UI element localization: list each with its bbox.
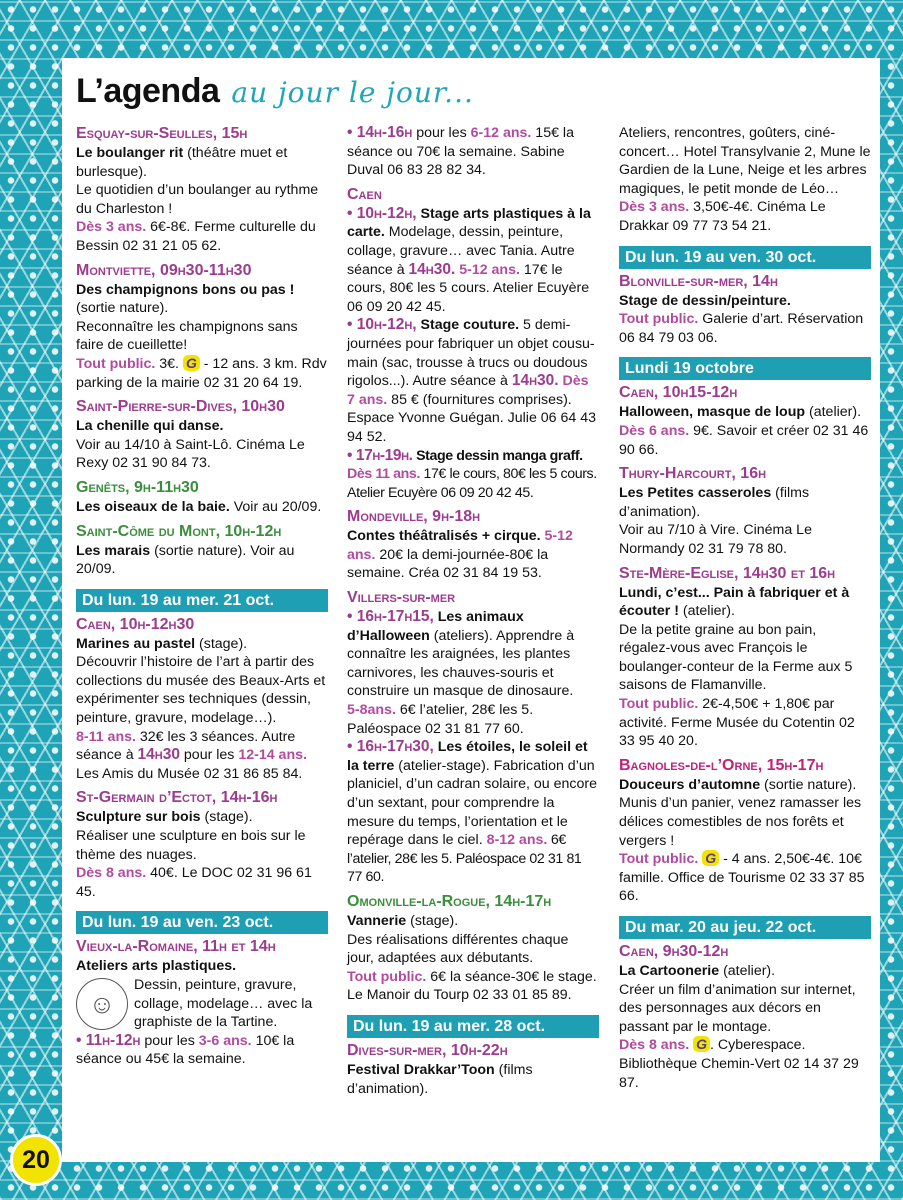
column-2 — [347, 124, 599, 1098]
event-info — [619, 1036, 871, 1092]
info-text: 17€ le cours, 80€ les 5 cours. Atelier Ecuyère 06 09 20 42 45. — [347, 466, 597, 501]
event-info — [619, 850, 871, 906]
event-description: De la petite graine au bon pain, régalez-vous avec François le boulanger-conteur de la Ferme aux 5 saisons de Flamanville. — [619, 621, 853, 694]
event-location: Saint-Côme du Mont, 10h-12h — [76, 522, 282, 540]
event-entry — [76, 498, 328, 517]
age-label: 8-11 ans. — [76, 728, 136, 745]
event-title: Stage couture. — [416, 317, 520, 334]
event-location: St-Germain d’Ectot, 14h-16h — [76, 789, 278, 807]
event-type: (atelier). — [678, 603, 735, 620]
event-title: Les oiseaux de la baie. — [76, 498, 230, 515]
event-location: Villers-sur-mer — [347, 589, 456, 607]
event-info — [76, 864, 328, 901]
event-title: Festival Drakkar’Toon — [347, 1061, 495, 1078]
age-label: Dès 6 ans. — [619, 422, 690, 439]
event-description: (ateliers). Apprendre à connaître les araignées, les plantes carnivores, les chauves-souris et construire un masque de dinosaure. — [347, 627, 575, 700]
age-label: 6-12 ans. — [470, 125, 532, 141]
info-text: 15€ la séance ou 70€ la semaine. Sabine Duval 06 83 28 82 34. — [347, 125, 574, 179]
date-band: Du lun. 19 au mer. 21 oct. — [76, 589, 328, 612]
event-type: (films d’animation). — [347, 1061, 533, 1097]
event-entry — [347, 527, 599, 583]
event-entry — [619, 403, 871, 422]
event-title: Les Petites casseroles — [619, 485, 772, 502]
event-type: (théâtre muet et burlesque). — [76, 145, 288, 180]
event-entry — [347, 608, 599, 701]
event-description: Le quotidien d’un boulanger au rythme du Charleston ! — [76, 182, 319, 217]
info-text: . Cyberespace. Bibliothèque Chemin-Vert 02 14 37 29 87. — [619, 1037, 859, 1091]
time-label: 14h30. — [408, 260, 456, 278]
event-title: Marines au pastel — [76, 635, 196, 652]
event-location: Caen, 9h30-12h — [619, 943, 729, 960]
event-info — [619, 695, 871, 751]
page-number: 20 — [10, 1134, 62, 1186]
event-entry — [347, 205, 599, 317]
event-description: Modelage, dessin, peinture, collage, gravure… avec Tania. Autre séance à — [347, 224, 575, 278]
event-location: Caen — [347, 185, 382, 203]
event-title: Douceurs d’automne — [619, 776, 761, 793]
event-title: Le boulanger rit — [76, 145, 184, 161]
event-entry — [76, 808, 328, 827]
event-location: Saint-Pierre-sur-Dives, 10h30 — [76, 398, 285, 416]
time-label: 14h30 — [137, 746, 180, 764]
info-text: - 4 ans. 2,50€-4€. 10€ famille. Office de Tourisme 02 33 37 85 66. — [619, 851, 865, 905]
event-title: Contes théâtralisés + cirque. — [347, 528, 541, 545]
info-text: 3,50€-4€. Cinéma Le Drakkar 09 77 73 54 21. — [619, 199, 826, 234]
time-label: • 14h-16h — [347, 124, 413, 141]
time-label: • 11h-12h — [76, 1031, 141, 1049]
event-description: Ateliers, rencontres, goûters, ciné-concert… Hotel Transylvanie 2, Mune le Gardien de la Lune, Neige et les arbres magiques, le petit monde de Léo… — [619, 125, 871, 197]
event-title: La chenille qui danse. — [76, 418, 224, 435]
time-label: • 10h-12h, — [347, 204, 417, 222]
age-label: Tout public. — [619, 851, 699, 868]
info-text: 32€ les 3 séances. Autre séance à — [76, 728, 296, 764]
event-info — [76, 1032, 328, 1069]
event-entry — [347, 316, 599, 446]
age-label: Dès 11 ans. — [347, 466, 420, 483]
event-entry — [619, 776, 871, 795]
date-band: Du lun. 19 au ven. 23 oct. — [76, 911, 328, 934]
event-type: (stage). — [406, 912, 459, 929]
event-location: Esquay-sur-Seulles, 15h — [76, 125, 248, 142]
event-title: Les étoiles, le soleil et la terre — [347, 739, 588, 774]
event-entry — [347, 1061, 599, 1098]
event-title: Ateliers arts plastiques. — [76, 958, 237, 975]
event-type: (atelier). — [805, 404, 862, 421]
event-location: Mondeville, 9h-18h — [347, 508, 481, 526]
info-text: 6€ l’atelier, 28€ les 5. Paléospace 02 31 81 77 60. — [347, 832, 582, 886]
g-badge-icon: G — [693, 1036, 710, 1052]
event-entry — [619, 962, 871, 981]
event-location: Dives-sur-mer, 10h-22h — [347, 1041, 508, 1059]
event-title: Lundi, c’est... Pain à fabriquer et à écouter ! — [619, 584, 850, 620]
age-label: Tout public. — [347, 968, 427, 985]
info-text: Galerie d’art. Réservation 06 84 79 03 06. — [619, 311, 864, 346]
info-text: 85 € (fournitures comprises). Espace Yvonne Guégan. Julie 06 64 43 94 52. — [347, 391, 597, 445]
event-info — [619, 310, 871, 347]
event-description: (sortie nature). Voir au 20/09. — [76, 542, 295, 578]
event-entry — [347, 912, 599, 931]
date-band: Lundi 19 octobre — [619, 357, 871, 380]
age-label: Dès 3 ans. — [76, 219, 147, 236]
event-type: (atelier). — [719, 963, 776, 979]
age-label: Dès 3 ans. — [619, 199, 690, 216]
event-type: (stage). — [195, 635, 248, 652]
event-location: Thury-Harcourt, 16h — [619, 465, 767, 483]
age-label: 3-6 ans. — [198, 1032, 252, 1049]
event-title: Les animaux d’Halloween — [347, 609, 524, 644]
event-info — [76, 218, 328, 255]
event-entry — [619, 584, 871, 621]
info-text: pour les — [412, 125, 471, 141]
info-text: 6€ la séance-30€ le stage. Le Manoir du Tourp 02 33 01 85 89. — [347, 968, 597, 1004]
event-description: Dessin, peinture, gravure, collage, modelage… avec la graphiste de la Tartine. — [134, 977, 313, 1031]
event-info — [76, 355, 328, 392]
event-entry — [76, 144, 328, 181]
time-label: • 10h-12h, — [347, 316, 417, 334]
page-title — [76, 72, 474, 116]
event-info — [619, 422, 871, 459]
info-text: 3€. — [155, 355, 183, 372]
event-title: La Cartoonerie — [619, 963, 720, 979]
event-type: (sortie nature). — [76, 300, 169, 317]
event-entry — [76, 635, 328, 654]
column-1 — [76, 124, 328, 1069]
event-description: 5 demi-journées pour fabriquer un objet cousu-main (sac, trousse à trucs ou doudous rigolos...). Autre séance à — [347, 317, 595, 390]
event-description: Découvrir l’histoire de l’art à partir des collections du musée des Beaux-Arts et expérimenter ses techniques (dessin, peinture, gravure, modelage…). — [76, 654, 326, 727]
event-location: Blonville-sur-mer, 14h — [619, 272, 778, 290]
girl-illustration-icon: ☺ — [76, 978, 128, 1030]
age-label: 8-12 ans. — [482, 832, 548, 849]
agenda-page — [62, 58, 880, 1162]
event-type: (films d’animation). — [619, 485, 810, 520]
event-location: Montviette, 09h30-11h30 — [76, 261, 252, 279]
info-text: - 12 ans. 3 km. Rdv parking de la mairie 02 31 20 64 19. — [76, 355, 327, 391]
g-badge-icon: G — [702, 850, 719, 866]
event-description: Voir au 14/10 à Saint-Lô. Cinéma Le Rexy 02 31 90 84 73. — [76, 436, 305, 472]
info-text: pour les — [179, 747, 239, 764]
date-band: Du lun. 19 au mer. 28 oct. — [347, 1015, 599, 1038]
event-description: Voir au 20/09. — [229, 498, 322, 515]
event-info — [619, 198, 871, 235]
event-type: (stage). — [200, 809, 253, 826]
info-text: 20€ la demi-journée-80€ la semaine. Créa 02 31 84 19 53. — [347, 546, 549, 582]
event-entry — [347, 447, 599, 503]
age-label: Dès 8 ans. — [619, 1037, 690, 1054]
date-band: Du mar. 20 au jeu. 22 oct. — [619, 916, 871, 939]
date-band: Du lun. 19 au ven. 30 oct. — [619, 246, 871, 269]
event-location: Bagnoles-de-l’Orne, 15h-17h — [619, 756, 824, 774]
info-text: pour les — [140, 1032, 199, 1049]
event-title: Stage dessin manga graff. — [412, 447, 583, 464]
event-location: Caen, 10h15-12h — [619, 384, 738, 402]
event-description: Créer un film d’animation sur internet, des personnages aux décors en passant par le montage. — [619, 981, 856, 1035]
event-title: Vannerie — [347, 912, 407, 929]
event-location: Omonville-la-Rogue, 14h-17h — [347, 892, 552, 910]
time-label: 14h30. — [511, 372, 559, 390]
event-title: Stage de dessin/peinture. — [619, 292, 791, 309]
event-info — [347, 701, 599, 738]
age-label: Tout public. — [619, 311, 699, 328]
event-description: Réaliser une sculpture en bois sur le thème des nuages. — [76, 828, 306, 863]
event-title: Des champignons bons ou pas ! — [76, 281, 295, 298]
age-label: Tout public. — [619, 696, 699, 713]
title-script: au jour le jour... — [231, 76, 474, 109]
column-3 — [619, 124, 871, 1092]
event-info — [347, 124, 599, 180]
event-description: Voir au 7/10 à Vire. Cinéma Le Normandy 02 31 79 78 80. — [619, 522, 812, 557]
title-main: L’agenda — [76, 72, 220, 110]
event-title: Stage arts plastiques à la carte. — [347, 205, 591, 241]
event-title: Sculpture sur bois — [76, 809, 201, 826]
age-label: Tout public. — [76, 355, 156, 372]
age-label: 12-14 ans. — [238, 747, 307, 764]
event-entry — [76, 542, 328, 579]
g-badge-icon: G — [183, 355, 200, 371]
event-description: (atelier-stage). Fabrication d’un planiciel, d’un cadran solaire, ou encore d’un sextant, pour comprendre la mesure du temps, l’orientation et le repérage dans le ciel. — [347, 757, 598, 849]
event-location: Caen, 10h-12h30 — [76, 615, 195, 633]
event-location: Genêts, 9h-11h30 — [76, 478, 199, 496]
info-text: 6€ l’atelier, 28€ les 5. Paléospace 02 31 81 77 60. — [347, 702, 534, 737]
event-description: Munis d’un panier, venez ramasser les délices comestibles de nos forêts et vergers ! — [619, 795, 862, 849]
event-title: Les marais — [76, 542, 151, 559]
age-label: 5-12 ans. — [455, 261, 520, 278]
info-text: 10€ la séance ou 45€ la semaine. — [76, 1032, 295, 1068]
event-entry — [619, 484, 871, 521]
event-info — [347, 968, 599, 1005]
event-entry — [76, 281, 328, 318]
event-location: Vieux-la-Romaine, 11h et 14h — [76, 938, 276, 956]
age-label: 5-12 ans. — [347, 528, 573, 563]
info-text: 40€. Le DOC 02 31 96 61 45. — [76, 865, 312, 900]
info-text: 2€-4,50€ + 1,80€ par activité. Ferme Musée du Cotentin 02 33 95 40 20. — [619, 696, 855, 750]
info-text: 9€. Savoir et créer 02 31 46 90 66. — [619, 422, 869, 458]
info-text: 6€-8€. Ferme culturelle du Bessin 02 31 21 05 62. — [76, 219, 316, 254]
info-text: 17€ le cours, 80€ les 5 cours. Atelier Ecuyère 06 09 20 42 45. — [347, 261, 590, 315]
age-label: Dès 8 ans. — [76, 865, 147, 882]
info-text: Les Amis du Musée 02 31 86 85 84. — [76, 765, 303, 782]
age-label: 5-8ans. — [347, 702, 396, 719]
event-type: (sortie nature). — [760, 776, 857, 793]
age-label: Dès 7 ans. — [347, 373, 589, 408]
time-label: • 16h-17h30, — [347, 738, 434, 756]
event-entry — [347, 738, 599, 887]
event-location: Ste-Mère-Eglise, 14h30 et 16h — [619, 564, 836, 582]
event-description: Reconnaître les champignons sans faire de cueillette! — [76, 318, 298, 354]
time-label: • 17h-19h. — [347, 446, 413, 464]
event-title: Halloween, masque de loup — [619, 404, 806, 421]
time-label: • 16h-17h15, — [347, 608, 434, 626]
event-description: Des réalisations différentes chaque jour, adaptées aux débutants. — [347, 931, 569, 967]
event-info — [76, 728, 328, 784]
